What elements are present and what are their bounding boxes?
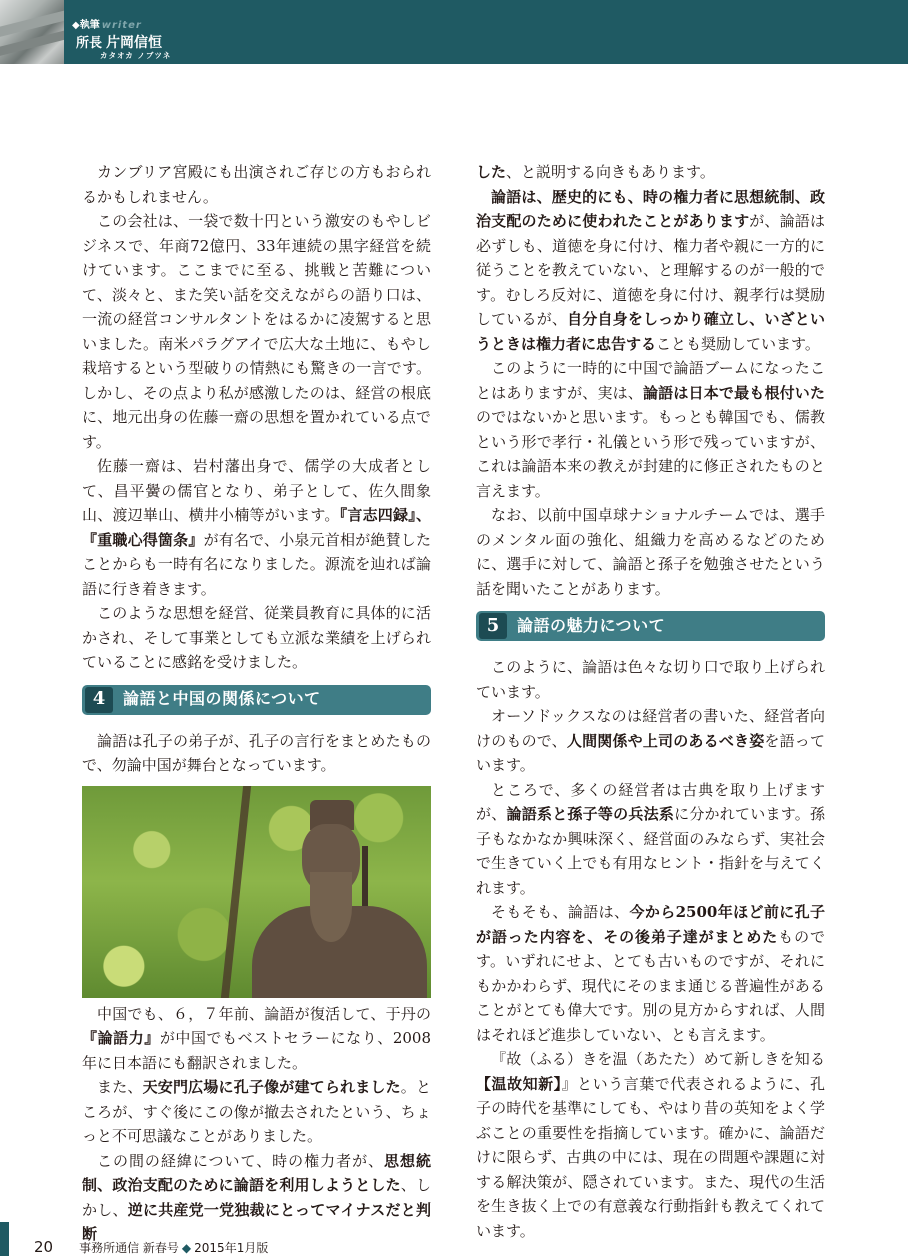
confucius-statue-photo xyxy=(82,786,431,998)
issue-date: 2015年1月版 xyxy=(194,1241,269,1255)
footer-accent-bar xyxy=(0,1222,9,1256)
writer-tag-en: writer xyxy=(101,20,142,31)
right-column xyxy=(476,160,825,1243)
section-number: 4 xyxy=(85,687,113,713)
section-number: 5 xyxy=(479,613,507,639)
emphasis: 歴史的にも、時の権力者に思想統制、政治支配のために使われたことがあります xyxy=(476,187,825,230)
paragraph: 佐藤一齋は、岩村藩出身で、儒学の大成者として、昌平黌の儒官となり、弟子として、佐久間象山、渡辺崋山、横井小楠等がいます。『言志四録』、『重職心得箇条』が有名で、小泉元首相が絶賛したことからも一時有名になりました。源流を辿れば論語に行き着きます。 xyxy=(82,457,431,598)
section-heading-4 xyxy=(82,685,431,715)
paragraph: そもそも、論語は、今から2500年ほど前に孔子が語った内容を、その後弟子達がまとめたものです。いずれにせよ、とても古いものですが、それにもかかわらず、現代にそのまま通じる普遍性があることがとても偉大です。別の見方からすれば、人間はそれほど進歩していない、とも言えます。 xyxy=(476,903,825,1044)
emphasis: 人間関係や上司のあるべき姿 xyxy=(566,731,765,750)
paragraph: この間の経緯について、時の権力者が、思想統制、政治支配のために論語を利用しようとした、しかし、逆に共産党一党独裁にとってマイナスだと判断 xyxy=(82,1151,431,1243)
paragraph: このように、論語は色々な切り口で取り上げられています。 xyxy=(476,658,825,701)
emphasis: 論語系と孫子等の兵法系 xyxy=(506,805,675,823)
author-name: 片岡信恒 xyxy=(106,35,163,51)
writer-tag-jp: ◆執筆 xyxy=(72,20,100,31)
emphasis: 論語は日本で最も根付いた xyxy=(643,383,825,402)
paragraph: カンブリア宮殿にも出演されご存じの方もおられるかもしれません。 xyxy=(82,163,431,206)
emphasis: 自分自身をしっかり確立し、いざというときは権力者に忠告する xyxy=(476,310,825,353)
paragraph: オーソドックスなのは経営者の書いた、経営者向けのもので、人間関係や上司のあるべき姿を語っています。 xyxy=(476,707,825,774)
author-kana: カタオカ ノブツネ xyxy=(100,51,172,60)
header-stone-image xyxy=(0,0,64,64)
paragraph: 論語は孔子の弟子が、孔子の言行をまとめたもので、勿論中国が舞台となっています。 xyxy=(82,731,431,774)
paragraph: また、天安門広場に孔子像が建てられました。ところが、すぐ後にこの像が撤去されたという、ちょっと不可思議なことがありました。 xyxy=(82,1078,431,1145)
page-number: 20 xyxy=(34,1238,54,1256)
section-heading-5 xyxy=(476,611,825,641)
section-title: 論語の魅力について xyxy=(517,615,666,635)
emphasis: した xyxy=(476,163,507,181)
paragraph: この会社は、一袋で数十円という激安のもやしビジネスで、年商72億円、33年連続の黒字経営を続けています。ここまでに至る、挑戦と苦難について、淡々と、また笑い話を交えながらの語り口は、一流の経営コンサルタントをはるかに凌駕すると思いました。南米パラグアイで広大な土地に、もやし栽培するという型破りの情熱にも驚きの一言です。しかし、その点より私が感激したのは、経営の根底に、地元出身の佐藤一齋の思想を置かれている点です。 xyxy=(82,212,431,451)
paragraph: 論語は、歴史的にも、時の権力者に思想統制、政治支配のために使われたことがありますが、論語は必ずしも、道徳を身に付け、権力者や親に一方的に従うことを教えていない、と理解するのが一般的です。むしろ反対に、道徳を身に付け、親孝行は奨励しているが、自分自身をしっかり確立し、いざというときは権力者に忠告することも奨励しています。 xyxy=(476,187,825,353)
left-column xyxy=(82,160,431,1247)
paragraph: このように一時的に中国で論語ブームになったことはありますが、実は、論語は日本で最も根付いたのではないかと思います。もっとも韓国でも、儒教という形で孝行・礼儀という形で残っていますが、これは論語本来の教えが封建的に修正されたものと言えます。 xyxy=(476,359,825,500)
diamond-icon: ◆ xyxy=(181,1241,192,1255)
emphasis: 思想統制、政治支配のために論語を利用しようとした xyxy=(82,1151,431,1194)
paragraph: なお、以前中国卓球ナショナルチームでは、選手のメンタル面の強化、組織力を高めるなどのために、選手に対して、論語と孫子を勉強させたという話を聞いたことがあります。 xyxy=(476,506,825,598)
emphasis: 天安門広場に孔子像が建てられました xyxy=(142,1078,401,1096)
publication-name: 事務所通信 新春号 xyxy=(79,1241,179,1255)
emphasis: 【温故知新】 xyxy=(476,1074,562,1093)
section-title: 論語と中国の関係について xyxy=(123,689,321,709)
author-role: 所長 xyxy=(76,36,103,51)
paragraph: このような思想を経営、従業員教育に具体的に活かされ、そして事業としても立派な業績を上げられていることに感銘を受けました。 xyxy=(82,604,431,671)
author xyxy=(76,32,162,52)
paragraph: ところで、多くの経営者は古典を取り上げますが、論語系と孫子等の兵法系に分かれています。孫子もなかなか興味深く、経営面のみならず、実社会で生きていく上でも有用なヒント・指針を与えてくれます。 xyxy=(476,780,825,897)
emphasis: 『言志四録』、『重職心得箇条』 xyxy=(82,506,431,549)
emphasis: 『論語力』 xyxy=(82,1029,160,1047)
paragraph: した、と説明する向きもあります。 xyxy=(476,163,715,181)
footer xyxy=(34,1238,268,1256)
writer-tag xyxy=(72,16,142,31)
header-bar xyxy=(0,0,908,64)
emphasis: 逆に共産党一党独裁にとってマイナスだと判断 xyxy=(82,1200,431,1243)
paragraph: 中国でも、６，７年前、論語が復活して、于丹の『論語力』が中国でもベストセラーになり、2008年に日本語にも翻訳されました。 xyxy=(82,1004,431,1072)
emphasis: 今から2500年ほど前に孔子が語った内容を、その後弟子達がまとめた xyxy=(476,903,825,946)
paragraph: 『故（ふる）きを温（あたた）めて新しきを知る【温故知新】』という言葉で代表されるように、孔子の時代を基準にしても、やはり昔の英知をよく学ぶことの重要性を指摘しています。確かに、論語だけに限らず、古典の中には、現在の問題や課題に対する解決策が、隠されています。また、現代の生活を生き抜く上での有意義な行動指針も教えてくれています。 xyxy=(476,1050,825,1240)
